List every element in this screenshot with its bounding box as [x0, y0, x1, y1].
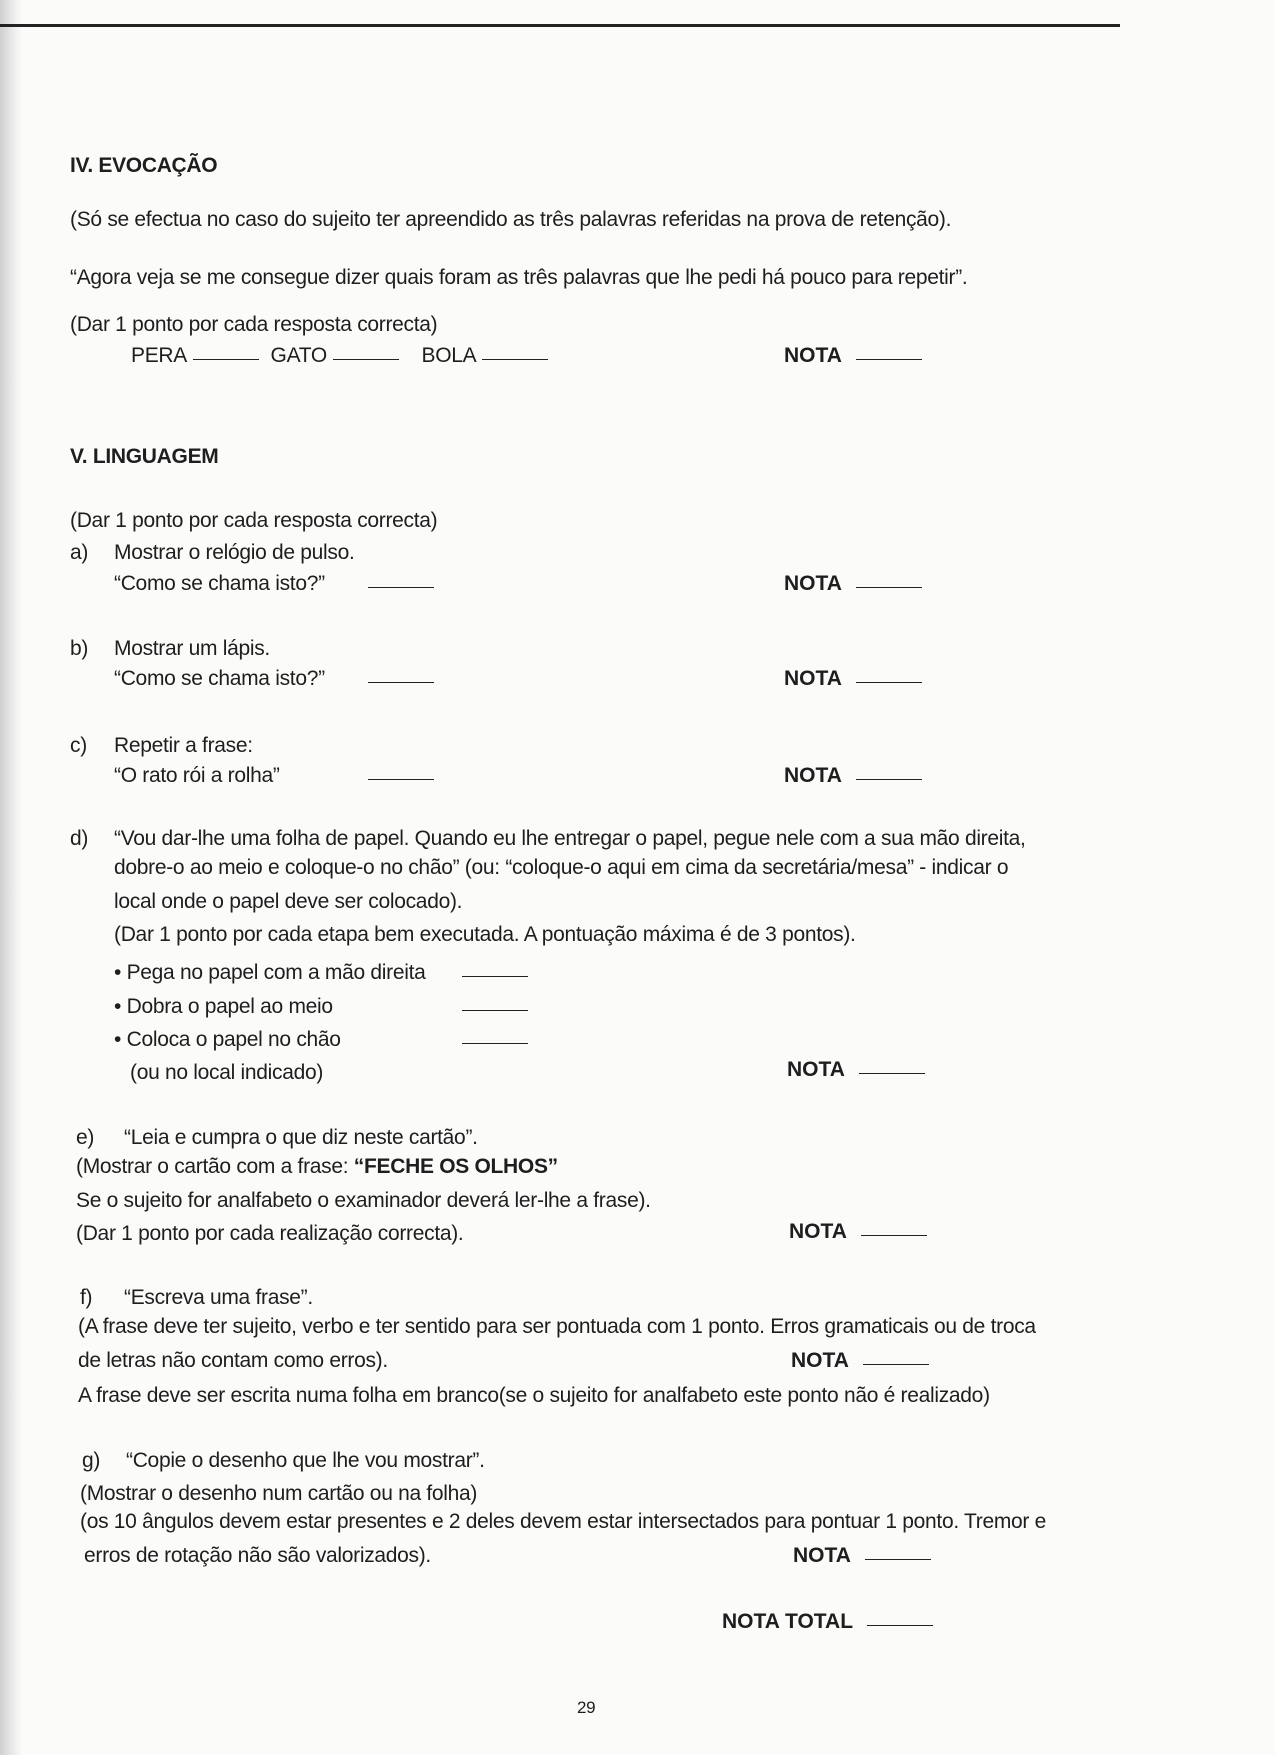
nota-label: NOTA: [791, 1349, 849, 1372]
item-d-line4: (Dar 1 ponto por cada etapa bem executada. A pontuação máxima é de 3 pontos).: [114, 923, 856, 946]
item-a-line1: Mostrar o relógio de pulso.: [114, 541, 355, 564]
section-title-linguagem: V. LINGUAGEM: [70, 445, 219, 468]
item-d-steps-note: (ou no local indicado): [130, 1061, 324, 1084]
nota-f: [791, 1349, 935, 1373]
item-b-line2: “Como se chama isto?”: [114, 667, 325, 690]
evocacao-note: (Só se efectua no caso do sujeito ter apreendido as três palavras referidas na prova de retenção).: [70, 208, 952, 231]
top-rule: [0, 24, 1120, 27]
nota-e: [789, 1220, 933, 1244]
item-g-line2: (Mostrar o desenho num cartão ou na folha): [80, 1482, 478, 1505]
item-g-line1: “Copie o desenho que lhe vou mostrar”.: [126, 1449, 485, 1472]
answer-blank: [333, 359, 399, 360]
item-d-line3: local onde o papel deve ser colocado).: [114, 890, 463, 913]
nota-c: [784, 764, 928, 788]
item-a-letter: a): [70, 541, 89, 564]
page-number: 29: [577, 1698, 596, 1717]
answer-blank: [456, 1028, 534, 1052]
nota-label: NOTA: [784, 344, 842, 367]
item-d-line1: “Vou dar-lhe uma folha de papel. Quando eu lhe entregar o papel, pegue nele com a sua mão direita,: [114, 827, 1026, 850]
item-e-line1: “Leia e cumpra o que diz neste cartão”.: [124, 1126, 478, 1149]
item-e-line4: (Dar 1 ponto por cada realização correcta).: [76, 1222, 464, 1245]
nota-total-label: NOTA TOTAL: [722, 1610, 854, 1633]
word-bola: BOLA: [421, 344, 477, 367]
item-c-letter: c): [70, 734, 87, 757]
card-phrase: “FECHE OS OLHOS”: [353, 1155, 558, 1178]
section-title-evocacao: IV. EVOCAÇÃO: [70, 154, 218, 177]
item-d-step2: • Dobra o papel ao meio: [114, 995, 333, 1018]
answer-blank: [362, 572, 440, 596]
evocacao-instruction: “Agora veja se me consegue dizer quais foram as três palavras que lhe pedi há pouco para repetir”.: [70, 266, 968, 289]
score-blank: [856, 359, 922, 360]
answer-blank: [482, 359, 548, 360]
item-d-step3: • Coloca o papel no chão: [114, 1028, 341, 1051]
item-e-line2: [76, 1155, 558, 1179]
item-d-letter: d): [70, 827, 89, 850]
nota-label: NOTA: [784, 667, 842, 690]
word-pera: PERA: [131, 344, 187, 367]
item-a-line2: “Como se chama isto?”: [114, 572, 325, 595]
item-c-line2: “O rato rói a rolha”: [114, 764, 280, 787]
item-d-line2: dobre-o ao meio e coloque-o no chão” (ou: “coloque-o aqui em cima da secretária/mesa” - indicar o: [114, 856, 1009, 879]
nota-a: [784, 572, 928, 596]
item-f-line2: (A frase deve ter sujeito, verbo e ter sentido para ser pontuada com 1 ponto. Erros gramaticais ou de troca: [78, 1315, 1036, 1338]
item-f-line4: A frase deve ser escrita numa folha em branco(se o sujeito for analfabeto este ponto não é realizado): [78, 1384, 990, 1407]
nota-label: NOTA: [784, 764, 842, 787]
answer-blank: [362, 764, 440, 788]
item-g-letter: g): [82, 1449, 101, 1472]
item-f-line1: “Escreva uma frase”.: [124, 1286, 313, 1309]
nota-label: NOTA: [784, 572, 842, 595]
item-f-letter: f): [80, 1286, 93, 1309]
nota-label: NOTA: [789, 1220, 847, 1243]
item-e-letter: e): [76, 1126, 95, 1149]
answer-blank: [362, 667, 440, 691]
nota-label: NOTA: [793, 1544, 851, 1567]
scan-edge-shadow: [0, 0, 22, 1755]
nota-d: [787, 1058, 931, 1082]
item-f-line3: de letras não contam como erros).: [78, 1349, 388, 1372]
item-b-letter: b): [70, 637, 89, 660]
item-g-line3: (os 10 ângulos devem estar presentes e 2 deles devem estar intersectados para pontuar 1 ponto. Tremor e: [80, 1510, 1047, 1533]
item-d-step1: • Pega no papel com a mão direita: [114, 961, 426, 984]
nota-g: [793, 1544, 937, 1568]
answer-blank: [193, 359, 259, 360]
nota-evocacao: [784, 344, 928, 368]
answer-blank: [456, 995, 534, 1019]
nota-b: [784, 667, 928, 691]
item-g-line4: erros de rotação não são valorizados).: [84, 1544, 431, 1567]
evocacao-scoring: (Dar 1 ponto por cada resposta correcta): [70, 313, 438, 336]
item-c-line1: Repetir a frase:: [114, 734, 253, 757]
item-e-line2-text: (Mostrar o cartão com a frase:: [76, 1155, 354, 1178]
nota-label: NOTA: [787, 1058, 845, 1081]
nota-total: [722, 1610, 939, 1634]
item-b-line1: Mostrar um lápis.: [114, 637, 270, 660]
word-gato: GATO: [270, 344, 327, 367]
linguagem-scoring: (Dar 1 ponto por cada resposta correcta): [70, 509, 438, 532]
answer-blank: [456, 961, 534, 985]
word-list: [131, 344, 554, 368]
item-e-line3: Se o sujeito for analfabeto o examinador deverá ler-lhe a frase).: [76, 1189, 651, 1212]
